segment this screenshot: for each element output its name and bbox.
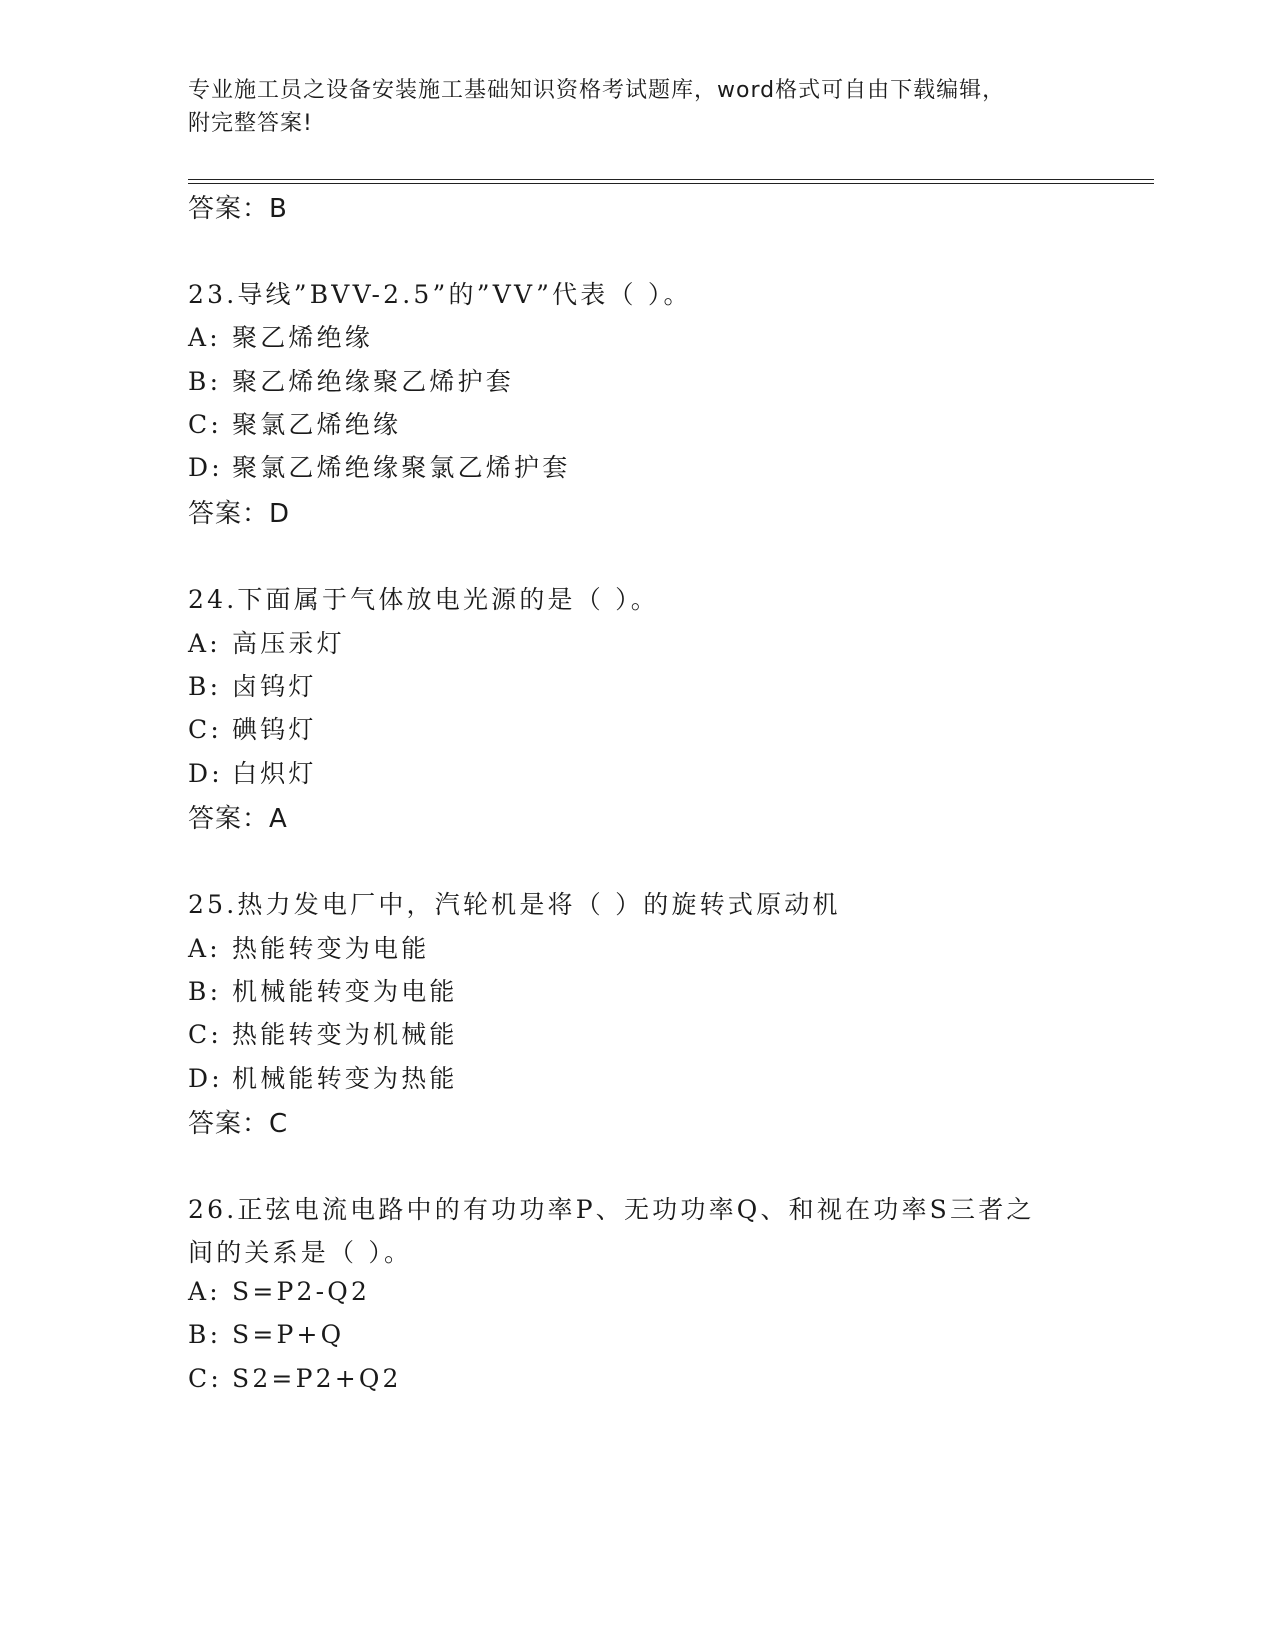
option-text: 聚乙烯绝缘: [232, 323, 374, 352]
question-26-option-a: [188, 1277, 370, 1306]
answer-q22: 答案：B: [188, 194, 288, 224]
question-25-option-d: [188, 1059, 458, 1095]
question-24-option-a: [188, 624, 345, 660]
option-key: C:: [188, 410, 222, 439]
question-24-option-d: [188, 754, 317, 790]
question-23-option-d: [188, 448, 570, 484]
option-key: B:: [188, 1320, 222, 1349]
answer-q23: 答案：D: [188, 499, 291, 529]
option-text: 机械能转变为热能: [232, 1064, 458, 1093]
option-key: A:: [188, 1277, 221, 1306]
option-key: B:: [188, 672, 222, 701]
option-text: 机械能转变为电能: [232, 977, 458, 1006]
option-key: B:: [188, 977, 222, 1006]
question-24-stem: 24.下面属于气体放电光源的是（ ）。: [188, 585, 660, 614]
option-text: 碘钨灯: [232, 715, 317, 744]
question-26-option-c: [188, 1364, 402, 1393]
question-26-stem-line-1: 26.正弦电流电路中的有功功率P、无功功率Q、和视在功率S三者之: [188, 1195, 1035, 1224]
option-key: A:: [188, 934, 221, 963]
document-page: [188, 0, 1148, 1650]
answer-q25: 答案：C: [188, 1109, 289, 1139]
option-text: 聚氯乙烯绝缘聚氯乙烯护套: [232, 453, 571, 482]
option-text: 白炽灯: [232, 759, 317, 788]
option-key: C:: [188, 1020, 222, 1049]
header-divider-top: [188, 179, 1154, 180]
question-25-stem: 25.热力发电厂中，汽轮机是将（ ）的旋转式原动机: [188, 890, 841, 919]
option-text: 高压汞灯: [232, 629, 345, 658]
question-26-stem-line-2: 间的关系是（ ）。: [188, 1238, 413, 1267]
header-line-2: 附完整答案!: [188, 111, 313, 136]
option-key: A:: [188, 323, 221, 352]
option-key: C:: [188, 1364, 222, 1393]
question-23-stem: 23.导线”BVV-2.5”的”VV”代表（ ）。: [188, 280, 692, 309]
question-24-option-b: [188, 667, 317, 703]
option-text: 热能转变为电能: [232, 934, 430, 963]
option-text: S2=P2+Q2: [232, 1364, 402, 1393]
option-text: 热能转变为机械能: [232, 1020, 458, 1049]
option-key: D:: [188, 453, 223, 482]
option-text: S=P2-Q2: [232, 1277, 371, 1306]
question-23-option-c: [188, 405, 401, 441]
question-23-option-a: [188, 318, 373, 354]
question-25-option-b: [188, 972, 458, 1008]
question-25-option-c: [188, 1015, 458, 1051]
header-divider-bottom: [188, 183, 1154, 184]
answer-q24: 答案：A: [188, 804, 288, 834]
question-23-option-b: [188, 362, 514, 398]
option-text: 卤钨灯: [232, 672, 317, 701]
option-key: D:: [188, 759, 223, 788]
option-text: 聚氯乙烯绝缘: [232, 410, 402, 439]
question-24-option-c: [188, 710, 317, 746]
option-text: S=P+Q: [232, 1320, 345, 1349]
document-header: [188, 74, 1068, 140]
option-key: C:: [188, 715, 222, 744]
header-line-1: 专业施工员之设备安装施工基础知识资格考试题库，word格式可自由下载编辑，: [188, 78, 1006, 103]
option-text: 聚乙烯绝缘聚乙烯护套: [232, 367, 515, 396]
option-key: B:: [188, 367, 222, 396]
option-key: D:: [188, 1064, 223, 1093]
option-key: A:: [188, 629, 221, 658]
question-26-option-b: [188, 1320, 344, 1349]
question-25-option-a: [188, 929, 429, 965]
